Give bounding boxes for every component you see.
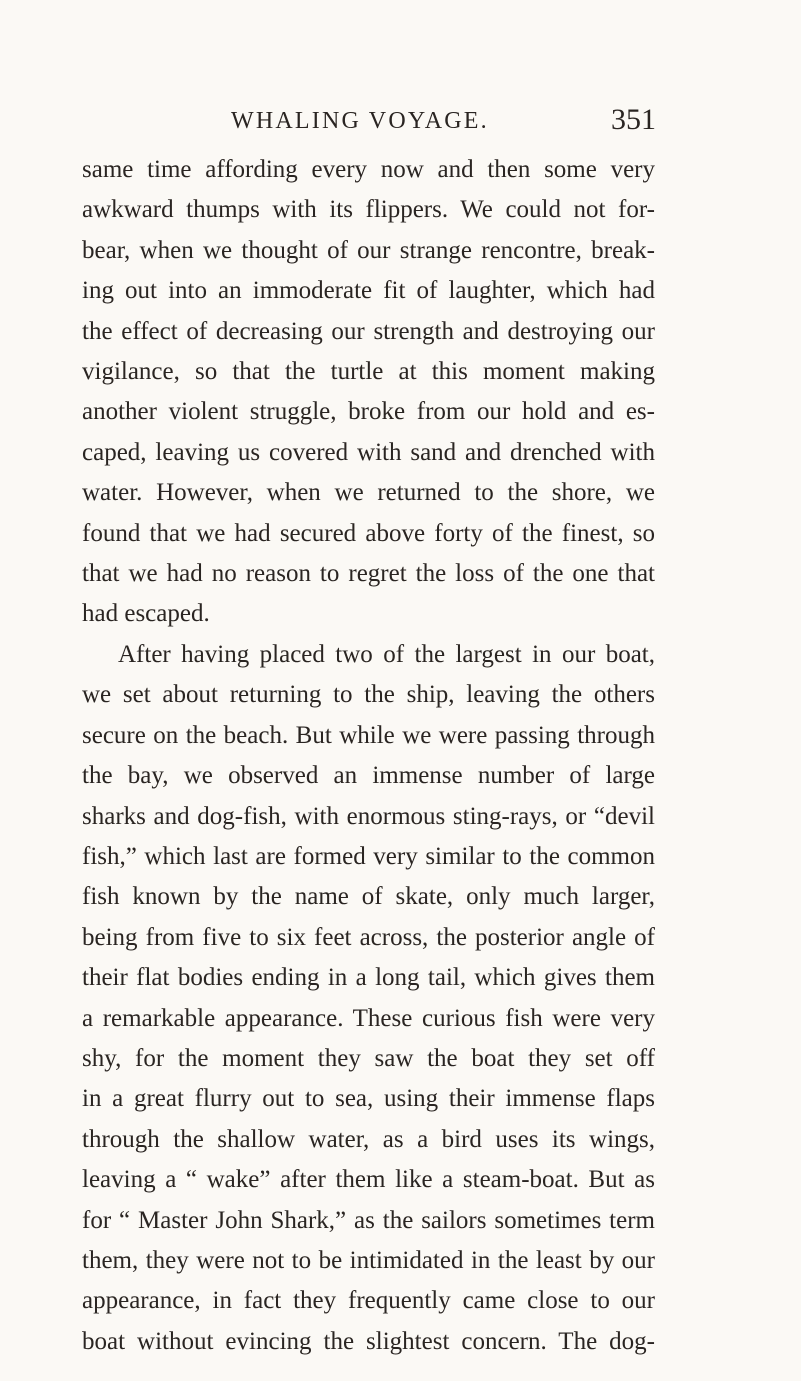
text-line: that we had no reason to regret the loss of the one that <box>82 560 655 588</box>
text-line: we set about returning to the ship, leaving the others <box>82 681 655 709</box>
text-line: boat without evincing the slightest concern. The dog- <box>82 1327 655 1355</box>
text-line: leaving a “ wake” after them like a steam-boat. But as <box>82 1166 655 1194</box>
text-line: another violent struggle, broke from our hold and es- <box>82 398 655 426</box>
text-line: water. However, when we returned to the shore, we <box>82 479 655 507</box>
paragraph-end-line: had escaped. <box>82 600 210 628</box>
text-line: a remarkable appearance. These curious fish were very <box>82 1004 655 1032</box>
text-line: them, they were not to be intimidated in the least by our <box>82 1246 655 1274</box>
text-line: sharks and dog-fish, with enormous sting-rays, or “devil <box>82 802 655 830</box>
text-line: appearance, in fact they frequently came close to our <box>82 1287 655 1315</box>
text-line: found that we had secured above forty of the finest, so <box>82 519 655 547</box>
text-line: shy, for the moment they saw the boat they set off <box>82 1044 655 1072</box>
text-line: secure on the beach. But while we were passing through <box>82 721 655 749</box>
running-title: WHALING VOYAGE. <box>231 108 489 134</box>
text-line: being from five to six feet across, the posterior angle of <box>82 923 655 951</box>
text-line: in a great flurry out to sea, using their immense flaps <box>82 1085 655 1113</box>
text-line: for “ Master John Shark,” as the sailors sometimes term <box>82 1206 655 1234</box>
page-number: 351 <box>611 103 656 136</box>
running-head <box>82 104 655 138</box>
text-line: the bay, we observed an immense number of large <box>82 762 655 790</box>
text-line: bear, when we thought of our strange rencontre, break- <box>82 236 655 264</box>
text-line: through the shallow water, as a bird uses its wings, <box>82 1125 655 1153</box>
text-line: same time affording every now and then some very <box>82 156 655 183</box>
text-line: vigilance, so that the turtle at this moment making <box>82 358 655 386</box>
text-line: the effect of decreasing our strength and destroying our <box>82 317 655 345</box>
body-text <box>82 150 655 1362</box>
text-line: fish,” which last are formed very similar to the common <box>82 842 655 870</box>
text-line: awkward thumps with its flippers. We could not for- <box>82 196 655 224</box>
text-line: their flat bodies ending in a long tail, which gives them <box>82 964 655 992</box>
text-line: ing out into an immoderate fit of laughter, which had <box>82 277 655 305</box>
paragraph-start-line: After having placed two of the largest in our boat, <box>118 640 655 668</box>
text-line: fish known by the name of skate, only much larger, <box>82 883 655 911</box>
text-line: caped, leaving us covered with sand and drenched with <box>82 438 655 466</box>
